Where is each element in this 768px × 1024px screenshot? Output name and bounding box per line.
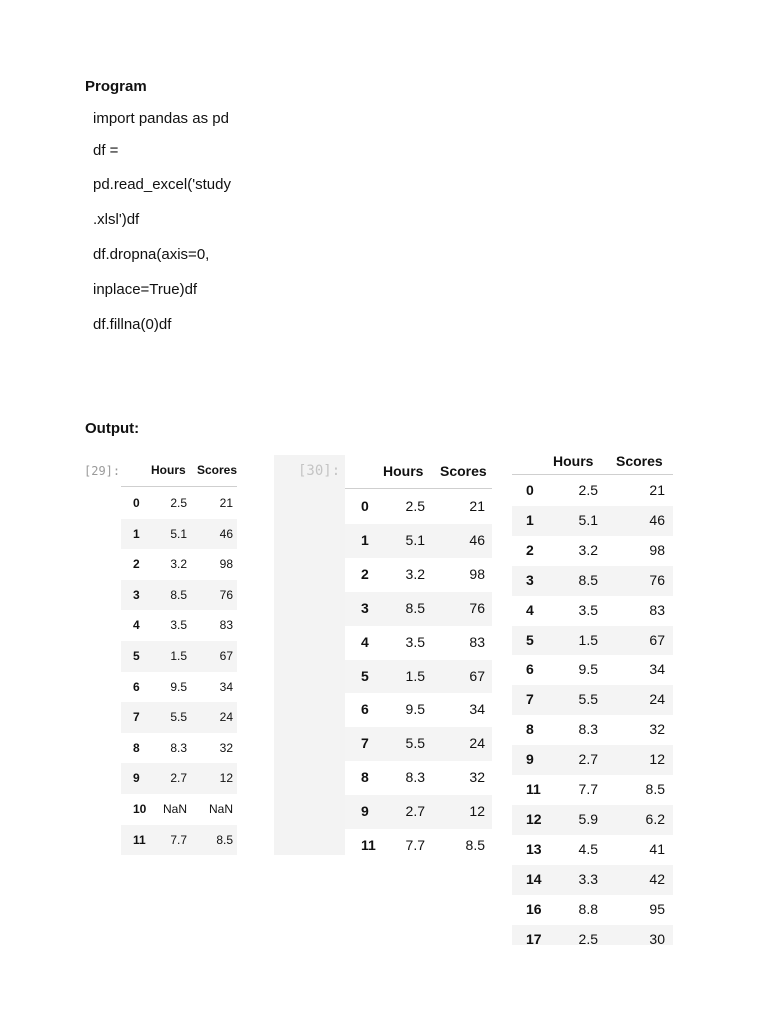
- cell-scores: 98: [219, 557, 233, 572]
- row-index: 1: [133, 526, 140, 541]
- row-index: 0: [361, 498, 369, 514]
- cell-hours: 3.2: [170, 557, 187, 572]
- column-header-scores: Scores: [440, 463, 487, 479]
- cell-scores: 8.5: [645, 781, 665, 797]
- cell-hours: 5.5: [405, 735, 425, 752]
- row-index: 10: [133, 802, 147, 816]
- cell-scores: 34: [219, 679, 233, 694]
- table-row: [512, 895, 673, 925]
- table-row: [345, 490, 492, 524]
- table-row: [121, 549, 237, 580]
- row-index: 5: [526, 631, 534, 648]
- table-row: [345, 761, 492, 795]
- cell-scores: 76: [469, 599, 485, 616]
- row-index: 5: [133, 649, 140, 663]
- row-index: 5: [361, 667, 369, 684]
- code-line: pd.read_excel('study: [93, 176, 231, 193]
- table-row: [345, 693, 492, 727]
- table-row: [512, 685, 673, 715]
- row-index: 8: [133, 740, 140, 755]
- row-index: 4: [361, 633, 369, 650]
- table-row: [512, 715, 673, 745]
- header-divider: [345, 488, 492, 489]
- table-row: [121, 763, 237, 794]
- table-row: [512, 506, 673, 536]
- cell-scores: 21: [219, 496, 233, 510]
- row-index: 1: [526, 511, 534, 528]
- row-index: 6: [361, 701, 369, 718]
- cell-hours: 3.2: [405, 565, 425, 582]
- cell-hours: 1.5: [405, 667, 425, 684]
- cell-scores: 46: [219, 526, 233, 541]
- row-index: 9: [361, 803, 369, 820]
- row-index: 2: [361, 565, 369, 582]
- cell-hours: 4.5: [578, 840, 598, 857]
- program-heading: Program: [85, 78, 147, 95]
- table-row: [121, 488, 237, 519]
- cell-hours: 9.5: [170, 679, 187, 694]
- row-index: 7: [133, 710, 140, 725]
- cell-scores: 21: [649, 482, 665, 498]
- cell-scores: 76: [219, 587, 233, 602]
- cell-hours: NaN: [162, 802, 187, 816]
- cell-hours: 3.5: [170, 618, 187, 633]
- table-row: [345, 727, 492, 761]
- row-index: 16: [526, 900, 542, 917]
- table-row: [512, 596, 673, 626]
- cell-scores: 83: [219, 618, 233, 633]
- table-row: [121, 641, 237, 672]
- table-row: [512, 805, 673, 835]
- code-line: df =: [93, 142, 119, 159]
- row-index: 2: [526, 541, 534, 558]
- table-row: [345, 626, 492, 660]
- table-row: [345, 592, 492, 626]
- row-index: 8: [361, 769, 369, 786]
- row-index: 6: [133, 679, 140, 694]
- table-row: [121, 580, 237, 611]
- cell-scores: 21: [469, 498, 485, 514]
- cell-scores: 41: [649, 840, 665, 857]
- cell-scores: 24: [649, 691, 665, 708]
- row-index: 2: [133, 557, 140, 572]
- row-index: 17: [526, 930, 542, 945]
- cell-scores: 6.2: [645, 810, 665, 827]
- cell-hours: 7.7: [405, 837, 425, 853]
- cell-hours: 5.5: [578, 691, 598, 708]
- cell-hours: 9.5: [578, 661, 598, 678]
- cell-scores: 8.5: [216, 832, 233, 847]
- row-index: 6: [526, 661, 534, 678]
- row-index: 3: [526, 571, 534, 588]
- cell-hours: 5.9: [578, 810, 598, 827]
- table-row: [512, 925, 673, 946]
- row-index: 11: [133, 832, 146, 847]
- cell-scores: 67: [649, 631, 665, 648]
- code-line: inplace=True)df: [93, 281, 198, 298]
- header-divider: [121, 486, 237, 487]
- cell-hours: 5.1: [578, 511, 598, 528]
- cell-hours: 3.2: [578, 541, 598, 558]
- dataframe-table: [121, 457, 237, 852]
- row-index: 9: [133, 771, 140, 786]
- row-index: 12: [526, 810, 542, 827]
- table-row: [512, 536, 673, 566]
- table-row: [121, 519, 237, 550]
- table-row: [121, 825, 237, 856]
- cell-scores: 46: [469, 531, 485, 548]
- cell-hours: 3.3: [578, 870, 598, 887]
- cell-hours: 8.3: [405, 769, 425, 786]
- dataframe-table: [345, 455, 492, 855]
- code-line: df.dropna(axis=0,: [93, 246, 210, 263]
- table-row: [512, 566, 673, 596]
- cell-scores: 67: [219, 649, 233, 663]
- cell-hours: 1.5: [170, 649, 187, 663]
- cell-hours: 8.5: [405, 599, 425, 616]
- code-line: df.fillna(0)df: [93, 316, 172, 333]
- table-row: [512, 835, 673, 865]
- row-index: 13: [526, 840, 542, 857]
- cell-hours: 2.7: [578, 751, 598, 768]
- cell-hours: 7.7: [578, 781, 598, 797]
- cell-hours: 7.7: [170, 832, 187, 847]
- cell-hours: 3.5: [578, 601, 598, 618]
- cell-scores: 12: [219, 771, 233, 786]
- table-row: [512, 655, 673, 685]
- cell-scores: 83: [469, 633, 485, 650]
- cell-hours: 9.5: [405, 701, 425, 718]
- row-index: 7: [361, 735, 369, 752]
- cell-hours: 2.5: [578, 930, 598, 945]
- row-index: 4: [526, 601, 534, 618]
- cell-scores: 34: [649, 661, 665, 678]
- cell-scores: 32: [649, 721, 665, 738]
- table-row: [512, 476, 673, 506]
- cell-scores: 24: [469, 735, 485, 752]
- cell-hours: 2.5: [578, 482, 598, 498]
- cell-hours: 2.5: [170, 496, 187, 510]
- row-index: 1: [361, 531, 369, 548]
- cell-scores: 42: [649, 870, 665, 887]
- output-heading: Output:: [85, 420, 140, 437]
- table-row: [512, 745, 673, 775]
- column-header-hours: Hours: [151, 463, 186, 477]
- cell-hours: 1.5: [578, 631, 598, 648]
- cell-scores: 8.5: [465, 837, 485, 853]
- table-row: [512, 626, 673, 656]
- table-row: [121, 672, 237, 703]
- cell-hours: 5.1: [405, 531, 425, 548]
- cell-hours: 5.5: [170, 710, 187, 725]
- row-index: 14: [526, 870, 542, 887]
- cell-scores: 32: [219, 740, 233, 755]
- column-header-scores: Scores: [616, 453, 663, 469]
- cell-scores: 32: [469, 769, 485, 786]
- cell-scores: 12: [649, 751, 665, 768]
- column-header-hours: Hours: [383, 463, 424, 479]
- table-row: [345, 524, 492, 558]
- column-header-scores: Scores: [197, 463, 238, 477]
- cell-scores: 12: [469, 803, 485, 820]
- table-row: [512, 775, 673, 805]
- row-index: 7: [526, 691, 534, 708]
- cell-hours: 2.7: [170, 771, 187, 786]
- row-index: 3: [133, 587, 140, 602]
- row-index: 4: [133, 618, 140, 633]
- table-row: [512, 865, 673, 895]
- table-row: [121, 702, 237, 733]
- dataframe-table: [512, 450, 673, 945]
- cell-scores: NaN: [208, 802, 233, 816]
- cell-scores: 34: [469, 701, 485, 718]
- cell-hours: 5.1: [170, 526, 187, 541]
- code-line: import pandas as pd: [93, 110, 229, 127]
- cell-hours: 2.5: [405, 498, 425, 514]
- table-row: [345, 795, 492, 829]
- table-row: [121, 610, 237, 641]
- table-row: [345, 829, 492, 863]
- row-index: 0: [133, 496, 140, 510]
- cell-hours: 3.5: [405, 633, 425, 650]
- table-row: [345, 558, 492, 592]
- cell-hours: 8.3: [578, 721, 598, 738]
- row-index: 11: [526, 781, 541, 797]
- cell-scores: 83: [649, 601, 665, 618]
- header-divider: [512, 474, 673, 475]
- cell-scores: 30: [649, 930, 665, 945]
- column-header-hours: Hours: [553, 453, 594, 469]
- cell-hours: 8.8: [578, 900, 598, 917]
- cell-hours: 8.5: [578, 571, 598, 588]
- cell-scores: 24: [219, 710, 233, 725]
- cell-scores: 76: [649, 571, 665, 588]
- table-row: [121, 733, 237, 764]
- cell-scores: 98: [469, 565, 485, 582]
- cell-hours: 8.3: [170, 740, 187, 755]
- cell-hours: 2.7: [405, 803, 425, 820]
- cell-scores: 46: [649, 511, 665, 528]
- cell-prompt: [30]:: [298, 463, 341, 479]
- cell-prompt: [29]:: [84, 464, 121, 478]
- cell-scores: 67: [469, 667, 485, 684]
- cell-hours: 8.5: [170, 587, 187, 602]
- code-line: .xlsl')df: [93, 211, 140, 228]
- row-index: 3: [361, 599, 369, 616]
- cell-gutter: [274, 455, 345, 855]
- row-index: 8: [526, 721, 534, 738]
- cell-scores: 95: [649, 900, 665, 917]
- row-index: 0: [526, 482, 534, 498]
- table-row: [121, 794, 237, 825]
- cell-scores: 98: [649, 541, 665, 558]
- row-index: 9: [526, 751, 534, 768]
- table-row: [345, 660, 492, 694]
- row-index: 11: [361, 837, 376, 853]
